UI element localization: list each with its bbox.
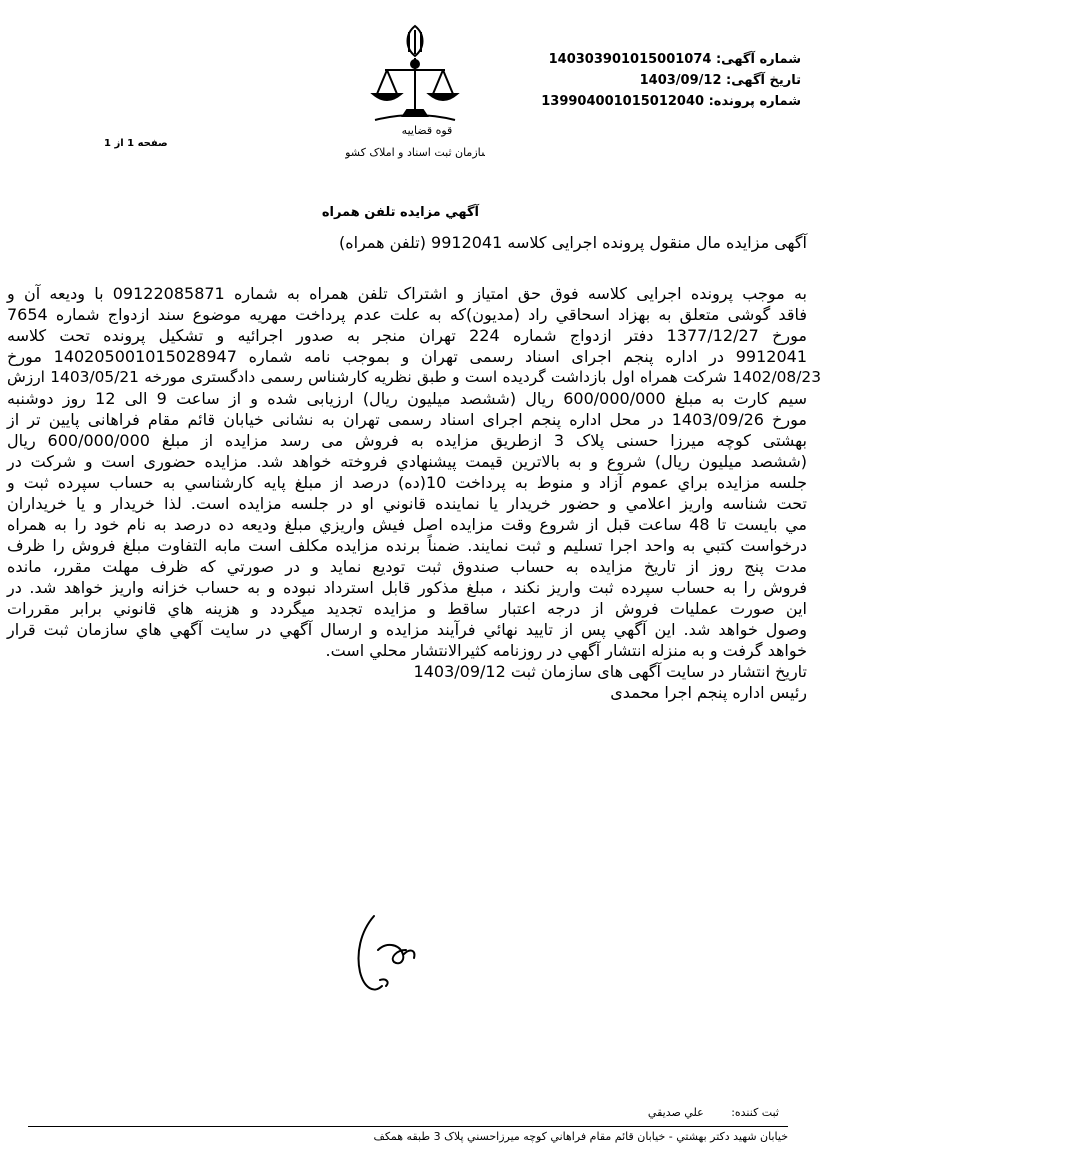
- registered-by-label: ثبت کننده:: [731, 1106, 779, 1119]
- body-line: تحت شناسه واريز اعلامي و حضور خريدار يا نماينده قانوني او در جلسه مزايده است. لذا خريدار و يا خريداران: [7, 494, 807, 513]
- emblem-text-organization: سازمان ثبت اسناد و املاک کشور: [345, 146, 485, 159]
- body-line: فروش را به حساب سپرده ثبت واريز نكند ، مبلغ مذكور قابل استرداد نبوده و به حساب خزانه واريز خواهد شد. در: [7, 578, 807, 597]
- ad-number: 140303901015001074: [548, 52, 712, 67]
- ad-number-row: [541, 52, 801, 115]
- body-line: سیم کارت به مبلغ 600/000/000 ریال (ششصد میلیون ریال) ارزیابی شده و از ساعت 9 الی 12 روز دوشنبه: [7, 389, 808, 408]
- body-line: مورخ 1403/09/26 در محل اداره پنجم اجرای اسناد رسمی تهران به نشانی خیابان قائم مقام فراهانی پایین تر از: [7, 410, 807, 429]
- notice-subtitle: آگهی مزایده مال منقول پرونده اجرایی کلاسه 9912041 (تلفن همراه): [339, 233, 807, 252]
- body-line: 1402/08/23 شرکت همراه اول بازداشت گردیده است و طبق نظریه کارشناس رسمی دادگستری مورخه 1403/05/21 ارزش: [7, 368, 821, 386]
- notice-body: [7, 283, 821, 703]
- judiciary-emblem-logo: [345, 18, 485, 168]
- registered-by-name: علي صديقي: [647, 1106, 704, 1119]
- body-line: جلسه مزايده براي عموم آزاد و منوط به پرداخت 10(ده) درصد از مبلغ پايه كارشناسي به حساب سپرده ثبت و: [7, 473, 807, 492]
- body-line: مورخ 1377/12/27 دفتر ازدواج شماره 224 تهران منجر به صدور اجرائیه و تشکیل پرونده تحت کلاسه: [7, 326, 807, 345]
- body-line: مي بايست تا 48 ساعت قبل از شروع وقت مزايده اصل فيش واريزي مبلغ وديعه ده درصد به نام خود را به همراه: [7, 515, 807, 534]
- body-line: فاقد گوشی متعلق به بهزاد اسحاقي راد (مديون)که به علت عدم پرداخت مهریه موضوع سند ازدواج شماره 7654: [7, 305, 807, 324]
- emblem-text-judiciary: قوه قضاییه: [401, 124, 453, 137]
- ad-date: 1403/09/12: [639, 73, 722, 88]
- footer-divider: [28, 1126, 788, 1127]
- body-line: مدت پنج روز از تاريخ مزايده به حساب صندوق ثبت توديع نمايد و در صورتي كه ظرف مهلت مقرر، مانده: [7, 557, 807, 576]
- signature-image: [316, 888, 456, 1006]
- publish-line: تاریخ انتشار در سایت آگهی های سازمان ثبت 1403/09/12: [413, 662, 807, 681]
- scales-of-justice-icon: [345, 18, 485, 168]
- file-number-label: شماره پرونده:: [708, 94, 801, 109]
- handwritten-signature-icon: [316, 888, 456, 1006]
- body-line: 9912041 در اداره پنجم اجرای اسناد رسمی تهران و بموجب نامه شماره 140205001015028947 مورخ: [7, 347, 808, 366]
- body-line: خواهد گرفت و به منزله انتشار آگهي در روزنامه كثيرالانتشار محلي است.: [325, 641, 807, 660]
- registered-by-row: [648, 1106, 779, 1119]
- file-number: 139904001015012040: [541, 94, 705, 109]
- body-line: وصول خواهد شد. اين آگهي پس از تاييد نهائي فرآيند مزايده و ارسال آگهي در سايت آگهي هاي سازمان ثبت قرار: [7, 620, 807, 639]
- body-line: اين صورت عمليات فروش از درجه اعتبار ساقط و مزايده تجديد ميگردد و هزينه هاي قانوني برابر مقررات: [7, 599, 807, 618]
- ad-date-label: تاریخ آگهی:: [726, 73, 801, 88]
- body-line: (ششصد میلیون ریال) شروع و به بالاترین قیمت پیشنهادي فروخته خواهد شد. مزایده حضوری است و شرکت در: [7, 452, 807, 471]
- body-line: بهشتی کوچه میرزا حسنی پلاک 3 ازطریق مزایده به فروش می رسد مزایده از مبلغ 600/000/000 ریال: [7, 431, 808, 450]
- page-number: صفحه 1 از 1: [104, 138, 168, 149]
- notice-title: آگهي مزايده تلفن همراه: [321, 205, 479, 220]
- footer-address: خيابان شهيد دكتر بهشتي - خيابان قائم مقام فراهاني كوچه ميرزاحسني پلاک 3 طبقه همكف: [373, 1130, 788, 1143]
- body-line: به موجب پرونده اجرایی کلاسه فوق حق امتیاز و اشتراک تلفن همراه به شماره 09122085871 با ودیعه آن و: [7, 284, 807, 303]
- body-line: درخواست كتبي به واحد اجرا تسليم و ثبت نمايند. ضمناً برنده مزايده مكلف است مابه التفاوت مبلغ فروش را ظرف: [7, 536, 807, 555]
- signer-line: رئيس اداره پنجم اجرا محمدی: [610, 683, 807, 702]
- ad-number-label: شماره آگهی:: [715, 52, 801, 67]
